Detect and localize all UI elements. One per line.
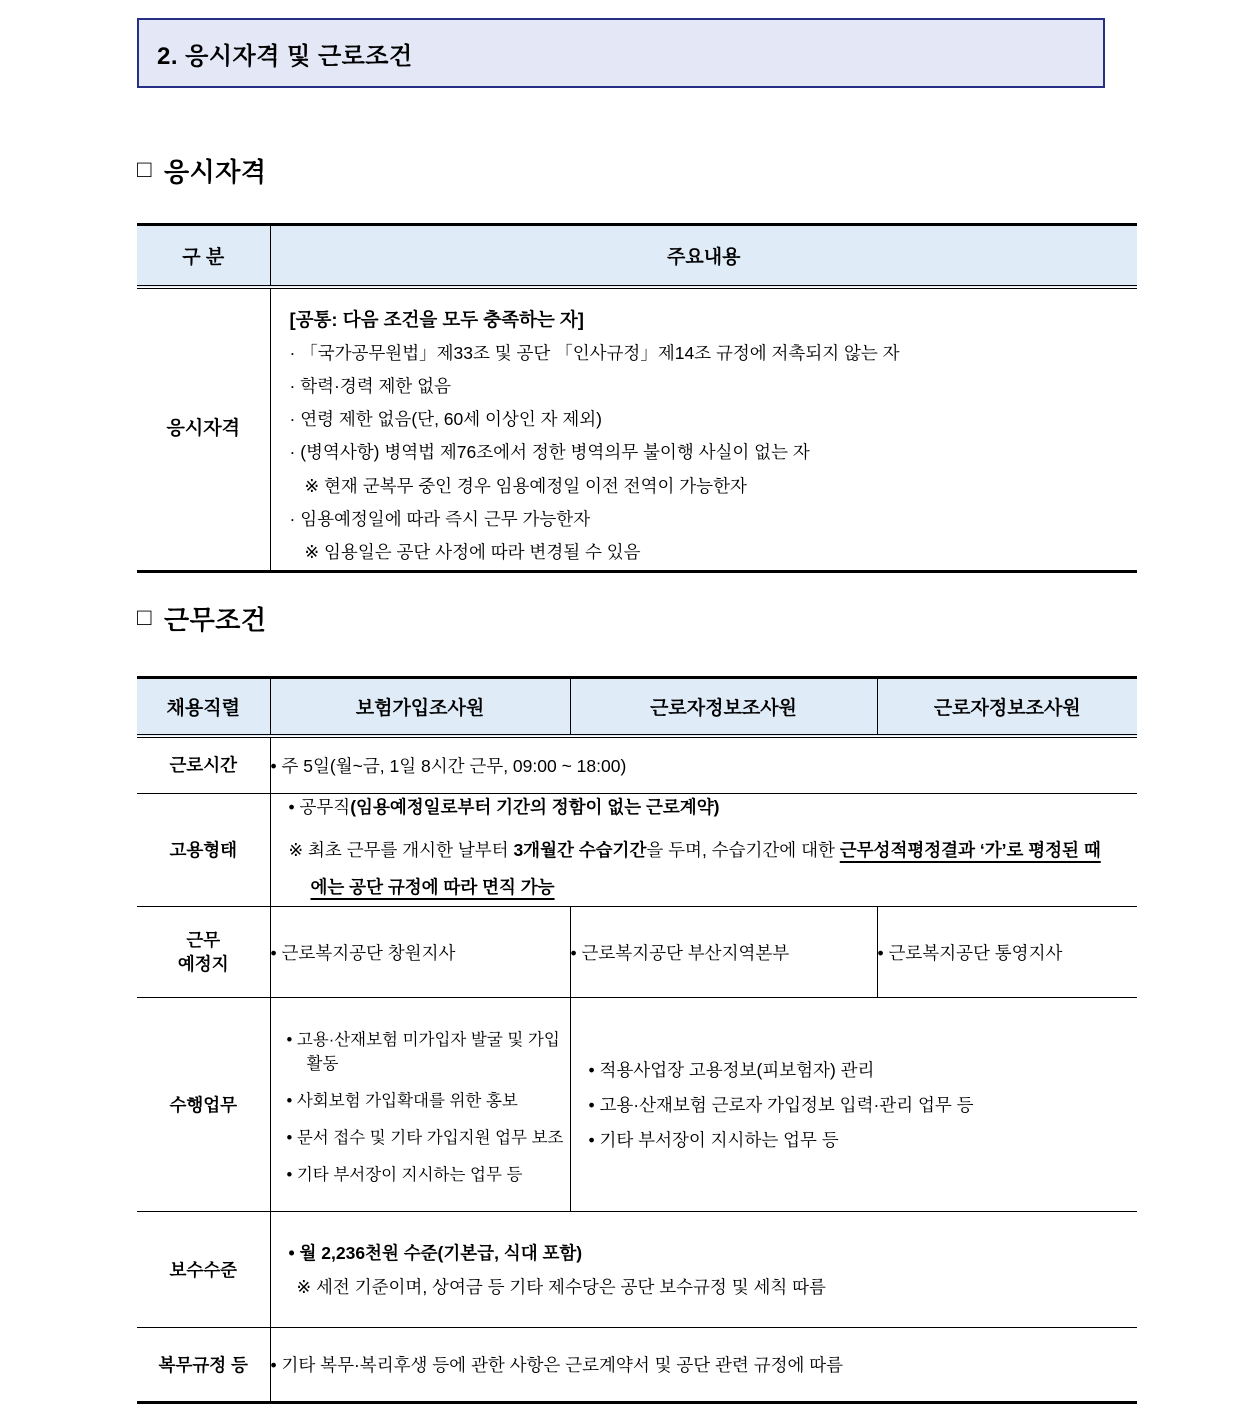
duties-row — [137, 998, 1137, 1212]
square-bullet-icon: □ — [137, 155, 152, 183]
employment-type-value — [270, 794, 1137, 907]
section-heading-qualifications — [137, 152, 266, 189]
qualification-table-header-row — [137, 225, 1137, 287]
title-banner-text: 2. 응시자격 및 근로조건 — [157, 42, 413, 70]
section-heading-working-conditions — [137, 600, 266, 637]
duty-item: • 문서 접수 및 기타 가입지원 업무 보조 — [286, 1129, 564, 1147]
work-location-changwon: • 근로복지공단 창원지사 — [270, 907, 570, 998]
duty-item: • 기타 부서장이 지시하는 업무 등 — [588, 1129, 839, 1150]
service-rules-label: 복무규정 등 — [137, 1328, 270, 1403]
work-hours-value: • 주 5일(월~금, 1일 8시간 근무, 09:00 ~ 18:00) — [270, 736, 1137, 794]
employment-line1 — [271, 794, 1138, 820]
duties-col34-cell — [570, 998, 1137, 1212]
salary-line1: • 월 2,236천원 수준(기본급, 식대 포함) — [288, 1242, 583, 1263]
work-hours-row — [137, 736, 1137, 794]
salary-label: 보수수준 — [137, 1212, 270, 1328]
qualification-table — [137, 223, 1137, 573]
qualification-note: ※ 임용일은 공단 사정에 따라 변경될 수 있음 — [304, 542, 641, 563]
duties-col2-cell — [270, 998, 570, 1212]
qualification-item: · (병역사항) 병역법 제76조에서 정한 병역의무 불이행 사실이 없는 자 — [289, 442, 810, 463]
work-location-label-line2: 예정지 — [177, 954, 229, 974]
employment-line2 — [271, 832, 1138, 906]
employment-line2-middle: 을 두며, 수습기간에 대한 — [646, 840, 840, 860]
employment-line1-bold: (임용예정일로부터 기간의 정함이 없는 근로계약) — [350, 797, 720, 817]
qualification-item: · 학력·경력 제한 없음 — [289, 375, 451, 396]
qualification-intro: [공통: 다음 조건을 모두 충족하는 자] — [289, 308, 584, 330]
qualification-header-content: 주요내용 — [270, 225, 1137, 287]
qualification-content-cell — [270, 287, 1137, 572]
duty-item: • 고용·산재보험 미가입자 발굴 및 가입활동 — [286, 1031, 560, 1073]
qualification-item: · 임용예정일에 따라 즉시 근무 가능한자 — [289, 508, 591, 529]
work-location-label — [137, 907, 270, 998]
duty-item: • 적용사업장 고용정보(피보험자) 관리 — [588, 1059, 875, 1080]
title-banner — [137, 18, 1105, 88]
conditions-header-series: 채용직렬 — [137, 678, 270, 736]
employment-line2-prefix: ※ 최초 근무를 개시한 날부터 — [288, 840, 514, 860]
conditions-header-job2: 근로자정보조사원 — [570, 678, 877, 736]
employment-line2-underlined: 근무성적평정결과 ‘가’로 평정된 때에는 공단 규정에 따라 면직 가능 — [310, 840, 1101, 897]
duty-item: • 고용·산재보험 근로자 가입정보 입력·관리 업무 등 — [588, 1094, 974, 1115]
conditions-table-header-row — [137, 678, 1137, 736]
qualification-item: · 연령 제한 없음(단, 60세 이상인 자 제외) — [289, 409, 603, 430]
work-location-tongyeong: • 근로복지공단 통영지사 — [877, 907, 1137, 998]
conditions-header-job1: 보험가입조사원 — [270, 678, 570, 736]
qualification-table-body-row — [137, 287, 1137, 572]
qualification-header-category: 구 분 — [137, 225, 270, 287]
salary-line2: ※ 세전 기준이며, 상여금 등 기타 제수당은 공단 보수규정 및 세칙 따름 — [296, 1276, 826, 1297]
work-location-row — [137, 907, 1137, 998]
duties-label: 수행업무 — [137, 998, 270, 1212]
salary-value — [270, 1212, 1137, 1328]
employment-type-label: 고용형태 — [137, 794, 270, 907]
work-hours-label: 근로시간 — [137, 736, 270, 794]
employment-type-row — [137, 794, 1137, 907]
square-bullet-icon: □ — [137, 603, 152, 631]
qualification-note: ※ 현재 군복무 중인 경우 임용예정일 이전 전역이 가능한자 — [304, 475, 747, 496]
duty-item: • 사회보험 가입확대를 위한 홍보 — [286, 1092, 518, 1110]
employment-line2-bold: 3개월간 수습기간 — [513, 840, 647, 860]
conditions-header-job3: 근로자정보조사원 — [877, 678, 1137, 736]
section-heading-qualifications-text: 응시자격 — [164, 157, 267, 187]
qualification-item: · 「국가공무원법」제33조 및 공단 「인사규정」제14조 규정에 저촉되지 않는 자 — [289, 342, 900, 363]
section-heading-working-conditions-text: 근무조건 — [164, 605, 267, 635]
service-rules-row — [137, 1328, 1137, 1403]
work-location-busan: • 근로복지공단 부산지역본부 — [570, 907, 877, 998]
working-conditions-table — [137, 676, 1137, 1404]
service-rules-value: • 기타 복무·복리후생 등에 관한 사항은 근로계약서 및 공단 관련 규정에 따름 — [270, 1328, 1137, 1403]
salary-row — [137, 1212, 1137, 1328]
employment-line1-normal: • 공무직 — [288, 797, 351, 817]
duty-item: • 기타 부서장이 지시하는 업무 등 — [286, 1166, 523, 1184]
qualification-row-label: 응시자격 — [137, 287, 270, 572]
work-location-label-line1: 근무 — [186, 930, 221, 950]
